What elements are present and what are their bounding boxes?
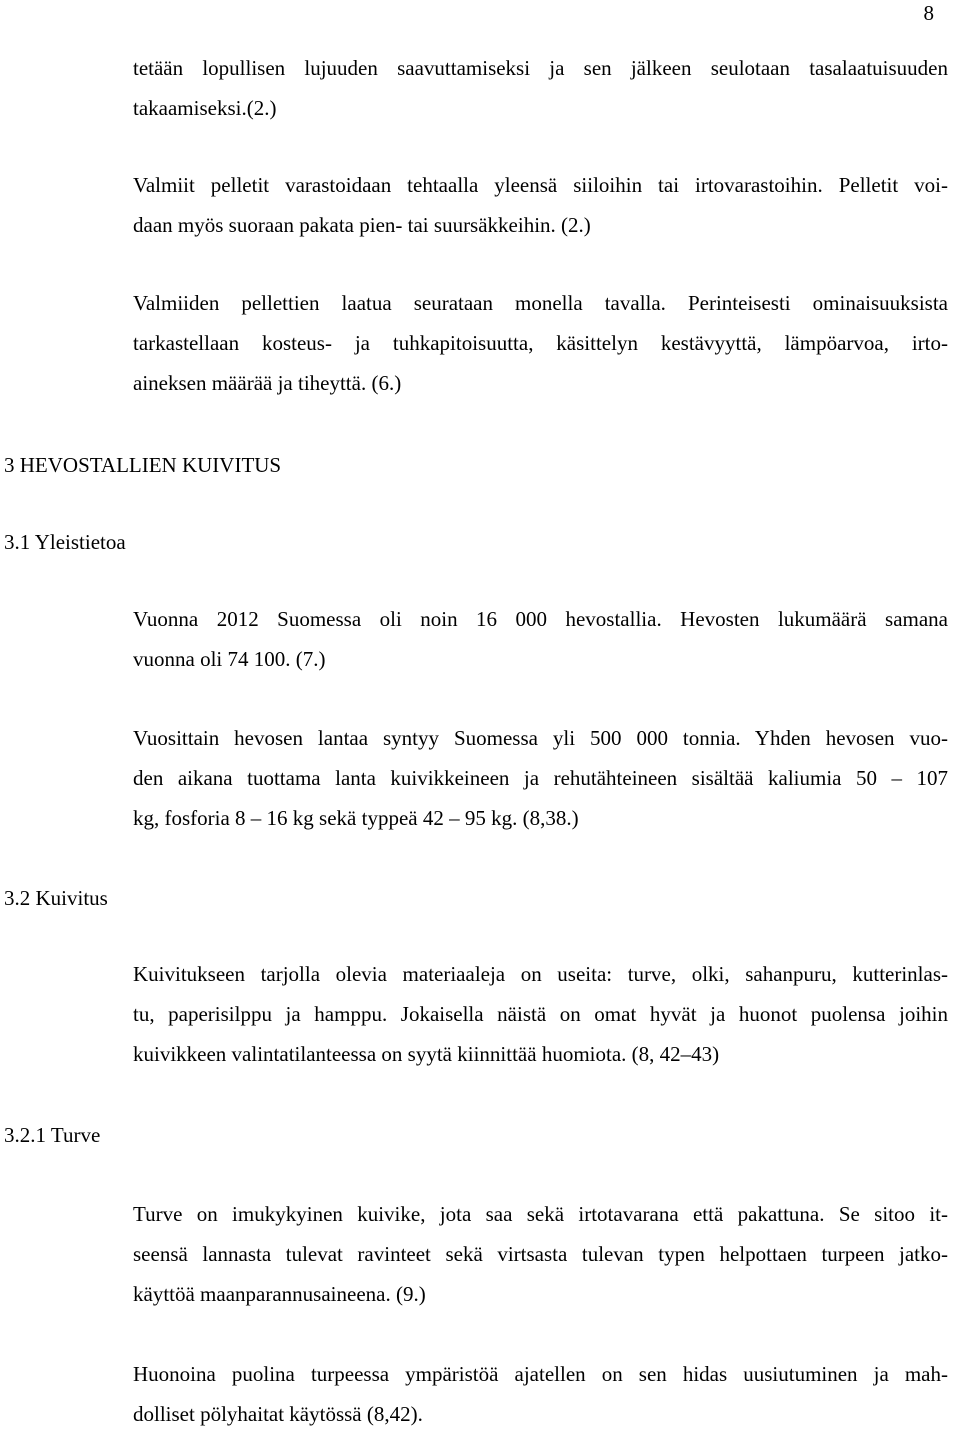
paragraph-line: Valmiit pelletit varastoidaan tehtaalla yleensä siiloihin tai irtovarastoihin. Pelletit voi-: [133, 173, 948, 197]
page-number: 8: [923, 1, 934, 25]
paragraph-line: käyttöä maanparannusaineena. (9.): [133, 1282, 426, 1306]
paragraph-line: Valmiiden pellettien laatua seurataan monella tavalla. Perinteisesti ominaisuuksista: [133, 291, 948, 315]
paragraph-line: vuonna oli 74 100. (7.): [133, 647, 326, 671]
paragraph-line: dolliset pölyhaitat käytössä (8,42).: [133, 1402, 423, 1426]
paragraph-line: daan myös suoraan pakata pien- tai suursäkkeihin. (2.): [133, 213, 591, 237]
paragraph: [133, 1194, 948, 1314]
paragraph-line: tetään lopullisen lujuuden saavuttamiseksi ja sen jälkeen seulotaan tasalaatuisuuden: [133, 56, 948, 80]
paragraph-line: Vuosittain hevosen lantaa syntyy Suomessa yli 500 000 tonnia. Yhden hevosen vuo-: [133, 726, 948, 750]
paragraph-line: takaamiseksi.(2.): [133, 96, 277, 120]
paragraph-line: tarkastellaan kosteus- ja tuhkapitoisuutta, käsittelyn kestävyyttä, lämpöarvoa, irto-: [133, 331, 948, 355]
paragraph: [133, 48, 948, 128]
section-heading: 3.1 Yleistietoa: [4, 530, 126, 554]
paragraph: [133, 599, 948, 679]
paragraph-line: aineksen määrää ja tiheyttä. (6.): [133, 371, 402, 395]
paragraph-line: Turve on imukykyinen kuivike, jota saa sekä irtotavarana että pakattuna. Se sitoo it-: [133, 1202, 948, 1226]
paragraph: [133, 283, 948, 403]
subsection-heading: 3.2.1 Turve: [4, 1123, 101, 1147]
paragraph-line: kg, fosforia 8 – 16 kg sekä typpeä 42 – 95 kg. (8,38.): [133, 806, 579, 830]
paragraph-line: Huonoina puolina turpeessa ympäristöä ajatellen on sen hidas uusiutuminen ja mah-: [133, 1362, 948, 1386]
paragraph-line: den aikana tuottama lanta kuivikkeineen ja rehutähteineen sisältää kaliumia 50 – 107: [133, 766, 948, 790]
paragraph-line: kuivikkeen valintatilanteessa on syytä kiinnittää huomiota. (8, 42–43): [133, 1042, 720, 1066]
paragraph: [133, 718, 948, 838]
paragraph: [133, 1354, 948, 1434]
paragraph: [133, 165, 948, 245]
section-heading: 3.2 Kuivitus: [4, 886, 108, 910]
paragraph-line: seensä lannasta tulevat ravinteet sekä virtsasta tulevan typen helpottaen turpeen jatko-: [133, 1242, 948, 1266]
paragraph-line: Kuivitukseen tarjolla olevia materiaaleja on useita: turve, olki, sahanpuru, kutterinlas-: [133, 962, 948, 986]
paragraph: [133, 954, 948, 1074]
chapter-heading: 3 HEVOSTALLIEN KUIVITUS: [4, 453, 282, 477]
paragraph-line: Vuonna 2012 Suomessa oli noin 16 000 hevostallia. Hevosten lukumäärä samana: [133, 607, 948, 631]
paragraph-line: tu, paperisilppu ja hamppu. Jokaisella näistä on omat hyvät ja huonot puolensa joihin: [133, 1002, 948, 1026]
